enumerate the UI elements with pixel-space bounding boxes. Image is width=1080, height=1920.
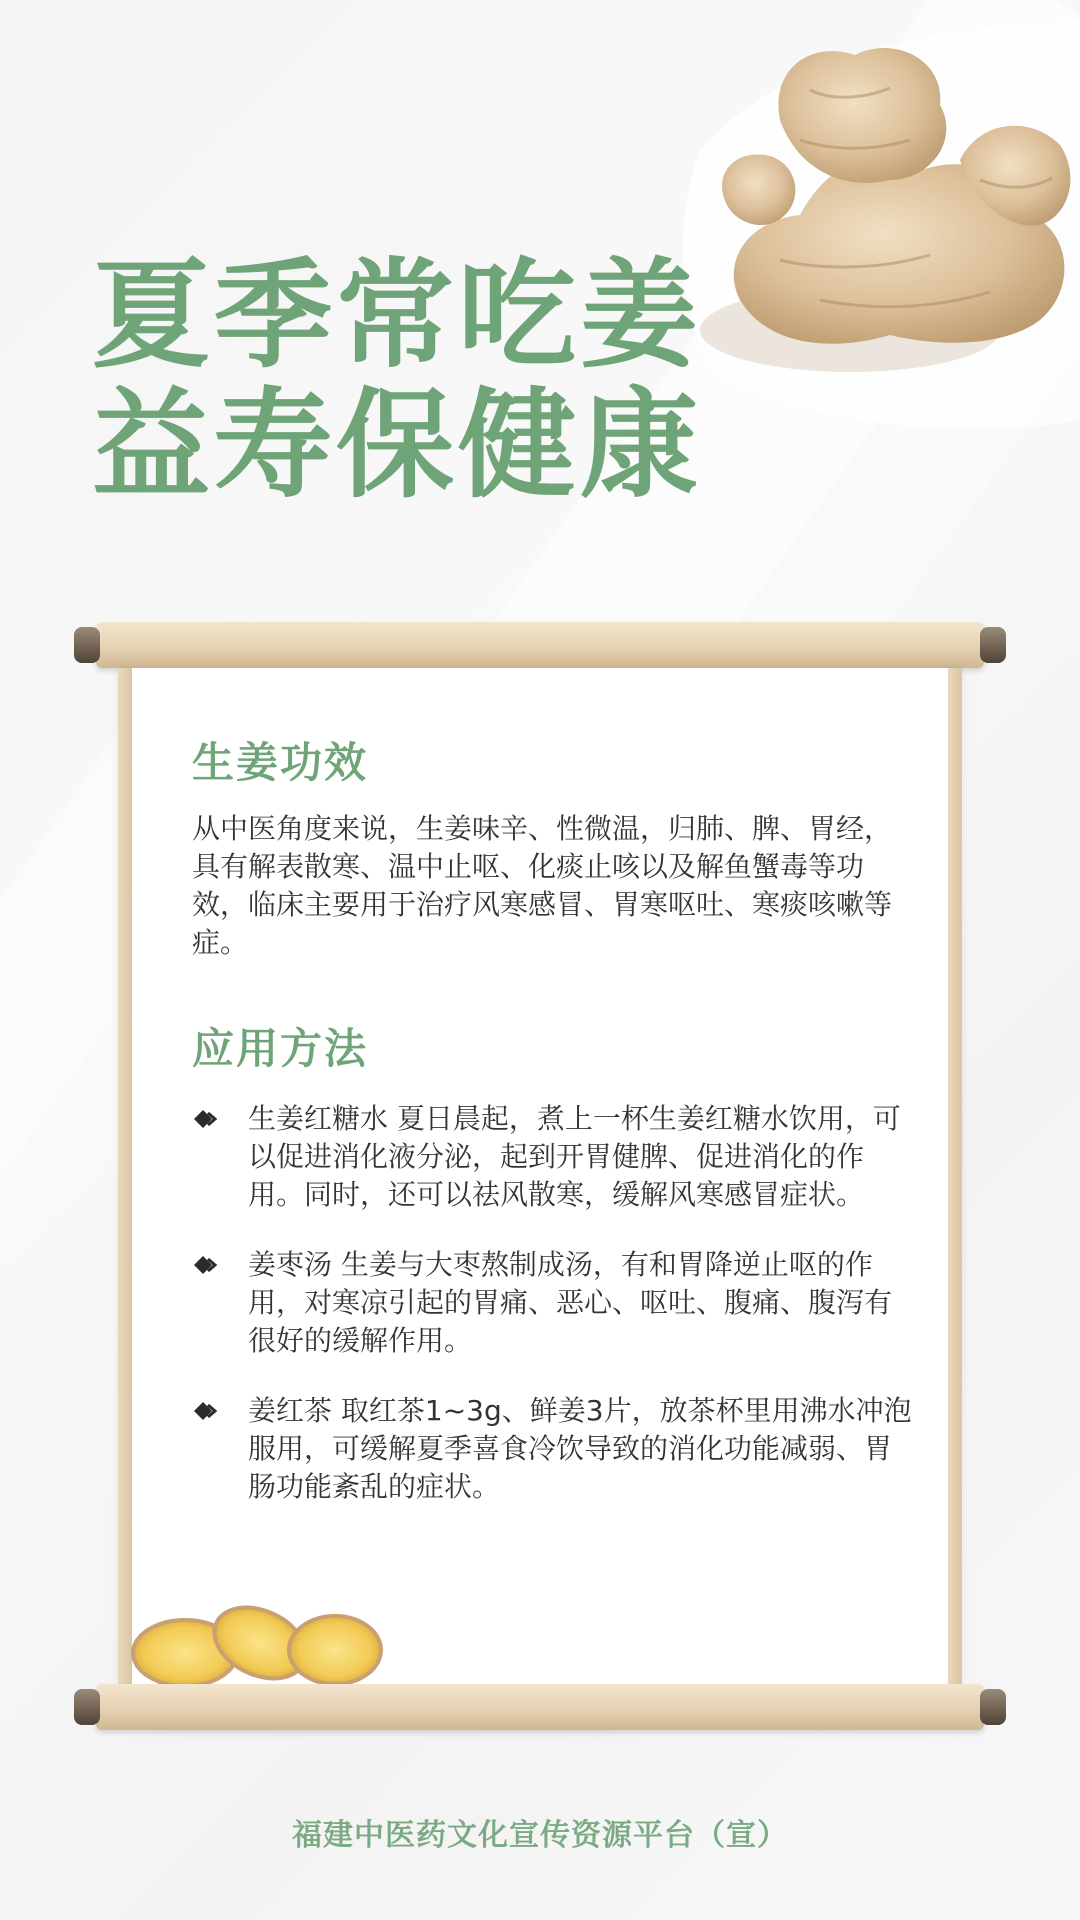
diamond-arrow-icon (192, 1255, 228, 1275)
method-text: 姜枣汤 生姜与大枣熬制成汤，有和胃降逆止呕的作用，对寒凉引起的胃痛、恶心、呕吐、腹痛、腹泻有很好的缓解作用。 (248, 1248, 893, 1357)
footer-source: 福建中医药文化宣传资源平台（宣） (292, 1818, 788, 1853)
effects-paragraph: 从中医角度来说，生姜味辛、性微温，归肺、脾、胃经，具有解表散寒、温中止呕、化痰止咳以及解鱼蟹毒等功效，临床主要用于治疗风寒感冒、胃寒呕吐、寒痰咳嗽等症。 (192, 812, 893, 959)
list-item (192, 1246, 912, 1360)
scroll-top-rod (96, 622, 984, 668)
section-heading-methods: 应用方法 (192, 1024, 369, 1073)
section-heading-effects: 生姜功效 (192, 738, 369, 787)
scroll-paper (118, 668, 962, 1684)
list-item (192, 1100, 912, 1214)
scroll-bottom-rod (96, 1684, 984, 1730)
ginger-slices-icon (130, 1598, 390, 1698)
paper-border (118, 668, 132, 1684)
rod-cap (980, 627, 1006, 663)
diamond-arrow-icon (192, 1401, 228, 1421)
page-title (92, 245, 703, 514)
paper-border (948, 668, 962, 1684)
list-item (192, 1392, 912, 1506)
methods-list (192, 1100, 912, 1538)
rod-cap (74, 1689, 100, 1725)
diamond-arrow-icon (192, 1109, 228, 1129)
rod-cap (980, 1689, 1006, 1725)
title-line-1: 夏季常吃姜 (92, 245, 703, 384)
rod-cap (74, 627, 100, 663)
method-text: 生姜红糖水 夏日晨起，煮上一杯生姜红糖水饮用，可以促进消化液分泌，起到开胃健脾、促进消化的作用。同时，还可以祛风散寒，缓解风寒感冒症状。 (248, 1102, 901, 1211)
ginger-root-icon (660, 0, 1080, 470)
method-text: 姜红茶 取红茶1~3g、鲜姜3片，放茶杯里用沸水冲泡服用，可缓解夏季喜食冷饮导致的消化功能减弱、胃肠功能紊乱的症状。 (248, 1394, 912, 1503)
title-line-2: 益寿保健康 (92, 375, 703, 514)
